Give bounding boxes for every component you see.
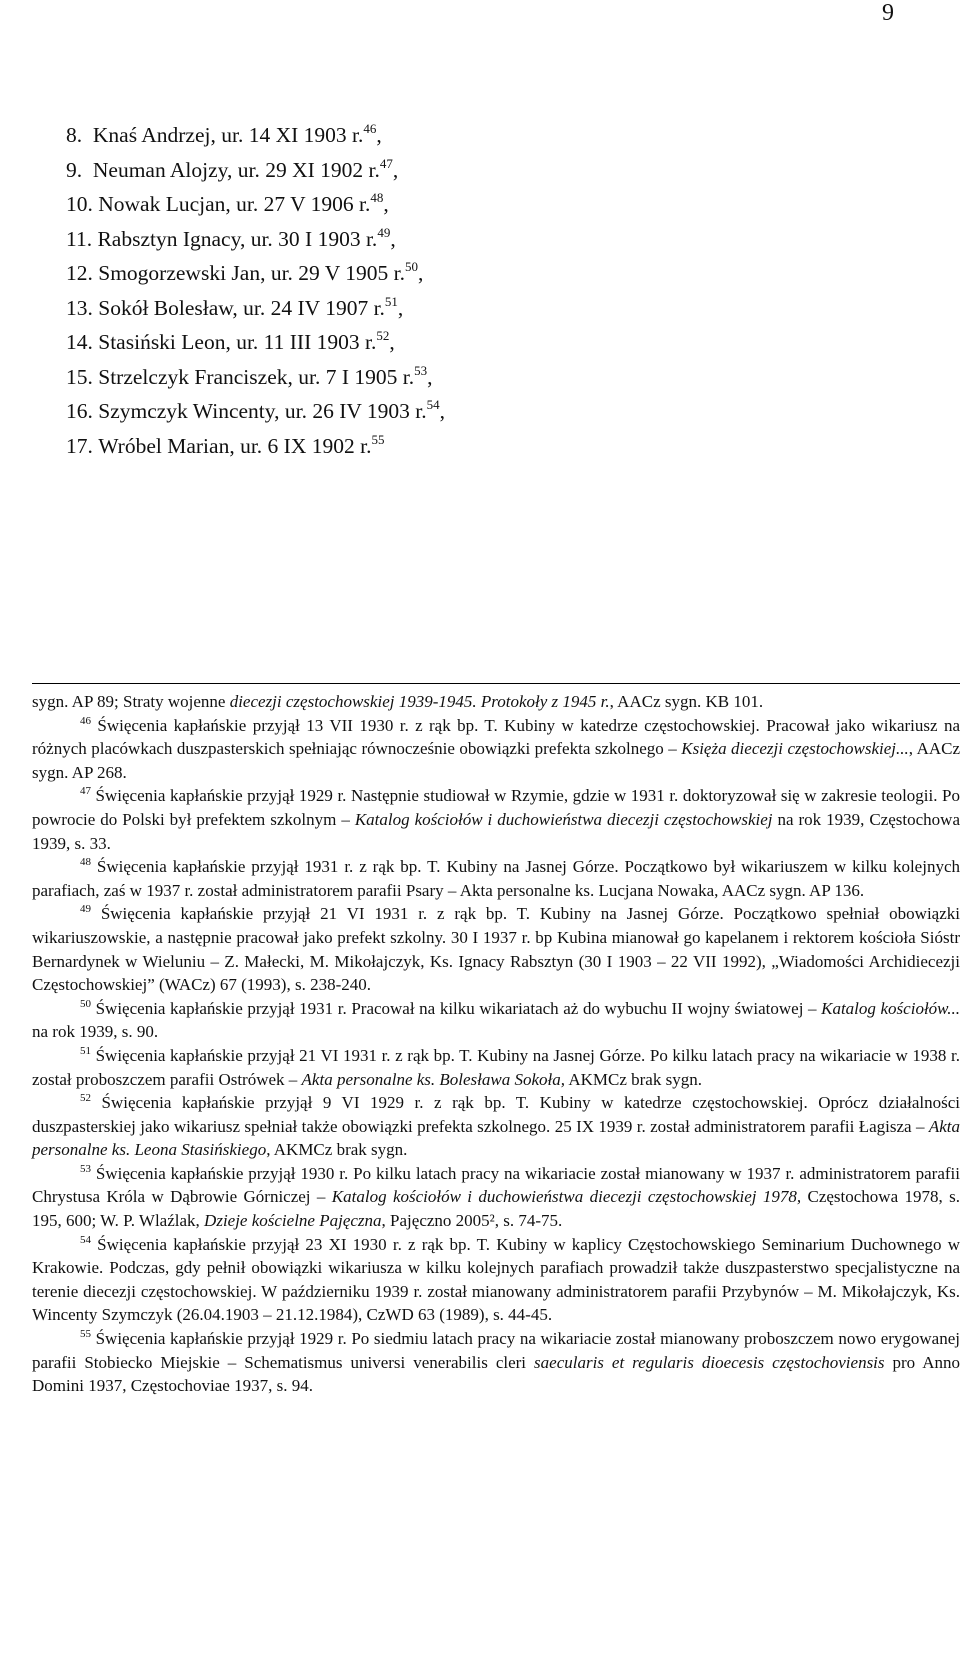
list-item: 16. Szymczyk Wincenty, ur. 26 IV 1903 r.$^{54}$,: [66, 397, 445, 423]
page-number: 9: [882, 0, 894, 26]
list-item: 12. Smogorzewski Jan, ur. 29 V 1905 r.$^{50}$,: [66, 259, 424, 285]
footnote-ref: 50: [405, 259, 419, 274]
ordination-list: [66, 118, 445, 463]
footnote-ref: 52: [376, 328, 390, 343]
footnote-50: $^{50}$ Święcenia kapłańskie przyjął 1931 r. Pracował na kilku wikariatach aż do wybuchu II wojny światowej – Katalog kościołów... na rok 1939, s. 90.: [32, 997, 960, 1042]
footnote-47: $^{47}$ Święcenia kapłańskie przyjął 1929 r. Następnie studiował w Rzymie, gdzie w 1931 r. doktoryzował się w zakresie teologii. Po powrocie do Polski był prefektem szkolnym – Katalog kościołów i duchowieństwa diecezji częstochowskiej na rok 1939, Częstochowa 1939, s. 33.: [32, 785, 960, 853]
footnote-ref: 54: [426, 397, 440, 412]
list-item: 8. Knaś Andrzej, ur. 14 XI 1903 r.$^{46}$,: [66, 121, 382, 147]
footnote-46: $^{46}$ Święcenia kapłańskie przyjął 13 VII 1930 r. z rąk bp. T. Kubiny w katedrze częstochowskiej. Pracował jako wikariusz na różnych placówkach duszpasterskich spełniając równocześnie obowiązki prefekta szkolnego – Księża diecezji częstochowskiej..., AACz sygn. AP 268.: [32, 714, 960, 782]
list-item: 17. Wróbel Marian, ur. 6 IX 1902 r.$^{55}$: [66, 431, 385, 458]
footnote-ref: 49: [377, 224, 391, 240]
footnote-52: $^{52}$ Święcenia kapłańskie przyjął 9 VI 1929 r. z rąk bp. T. Kubiny w katedrze częstochowskiej. Oprócz działalności duszpasterskiej jako wikariusz spełniał także obowiązki prefekta szkolnego. 25 IX 1939 r. został administratorem parafii Łagisza – Akta personalne ks. Leona Stasińskiego, AKMCz brak sygn.: [32, 1092, 960, 1160]
list-item: 15. Strzelczyk Franciszek, ur. 7 I 1905 r.$^{53}$,: [66, 362, 433, 389]
footnote-ref: 53: [414, 362, 428, 378]
footnote-ref: 51: [384, 293, 398, 309]
list-item: 11. Rabsztyn Ignacy, ur. 30 I 1903 r.$^{49}$,: [66, 224, 396, 251]
footnote-51: $^{51}$ Święcenia kapłańskie przyjął 21 VI 1931 r. z rąk bp. T. Kubiny na Jasnej Górze. Po kilku latach pracy na wikariacie w 1938 r. został proboszczem parafii Ostrówek – Akta personalne ks. Bolesława Sokoła, AKMCz brak sygn.: [32, 1044, 960, 1089]
footnote-separator: [32, 683, 960, 684]
list-item: 13. Sokół Bolesław, ur. 24 IV 1907 r.$^{51}$,: [66, 293, 404, 320]
list-item: 14. Stasiński Leon, ur. 11 III 1903 r.$^{52}$,: [66, 328, 395, 354]
footnotes: [32, 690, 960, 1398]
footnote-ref: 55: [371, 431, 385, 447]
footnote-49: $^{49}$ Święcenia kapłańskie przyjął 21 VI 1931 r. z rąk bp. T. Kubiny na Jasnej Górze. Początkowo spełniał obowiązki wikariuszowskie, a następnie pracował jako prefekt szkolny. 30 I 1937 r. bp Kubina mianował go kapelanem i rektorem kościoła Sióstr Bernardynek w Wieluniu – Z. Małecki, M. Mikołajczyk, Ks. Ignacy Rabsztyn (30 I 1903 – 22 VII 1992), „Wiadomości Archidiecezji Częstochowskiej” (WACz) 67 (1993), s. 238-240.: [32, 903, 960, 995]
list-item: 10. Nowak Lucjan, ur. 27 V 1906 r.$^{48}$,: [66, 190, 389, 216]
footnote-53: $^{53}$ Święcenia kapłańskie przyjął 1930 r. Po kilku latach pracy na wikariacie został mianowany w 1937 r. administratorem parafii Chrystusa Króla w Dąbrowie Górniczej – Katalog kościołów i duchowieństwa diecezji częstochowskiej 1978, Częstochowa 1978, s. 195, 600; W. P. Wlaźlak, Dzieje kościelne Pajęczna, Pajęczno 2005², s. 74-75.: [32, 1162, 960, 1231]
footnote-ref: 47: [379, 155, 393, 171]
footnote-55: $^{55}$ Święcenia kapłańskie przyjął 1929 r. Po siedmiu latach pracy na wikariacie został mianowany proboszczem nowo erygowanej parafii Stobiecko Miejskie – Schematismus universi venerabilis cleri saecularis et regularis dioecesis częstochoviensis pro Anno Domini 1937, Częstochoviae 1937, s. 94.: [32, 1328, 960, 1396]
footnote-54: $^{54}$ Święcenia kapłańskie przyjął 23 XI 1930 r. z rąk bp. T. Kubiny w kaplicy Częstochowskiego Seminarium Duchownego w Krakowie. Podczas, gdy pełnił obowiązki wikariusza w kilku kolejnych parafiach prowadził także duszpasterstwo specjalistyczne na terenie diecezji częstochowskiej. W październiku 1939 r. został mianowany administratorem parafii Przybynów – M. Mikołajczyk, Ks. Wincenty Szymczyk (26.04.1903 – 21.12.1984), CzWD 63 (1989), s. 44-45.: [32, 1233, 960, 1325]
footnote-ref: 48: [370, 190, 384, 205]
footnote-continuation: sygn. AP 89; Straty wojenne diecezji częstochowskiej 1939-1945. Protokoły z 1945 r., AACz sygn. KB 101.: [32, 692, 764, 711]
footnote-48: $^{48}$ Święcenia kapłańskie przyjął 1931 r. z rąk bp. T. Kubiny na Jasnej Górze. Początkowo był wikariuszem w kilku kolejnych parafiach, zaś w 1937 r. został administratorem parafii Psary – Akta personalne ks. Lucjana Nowaka, AACz sygn. AP 136.: [32, 856, 960, 900]
list-item: 9. Neuman Alojzy, ur. 29 XI 1902 r.$^{47}$,: [66, 155, 399, 182]
footnote-ref: 46: [363, 121, 377, 136]
